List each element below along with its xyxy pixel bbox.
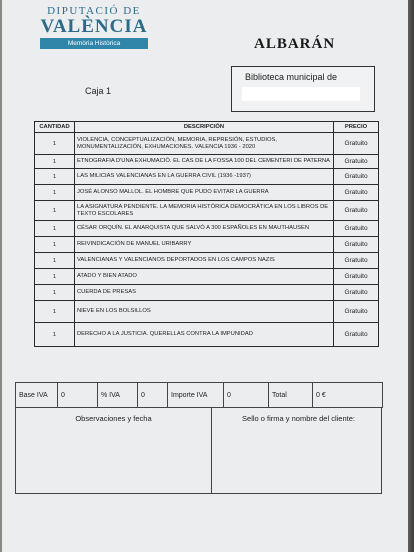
row-description: NIEVE EN LOS BOLSILLOS — [75, 301, 334, 323]
observations-cell — [16, 408, 212, 493]
logo-main-text: VALÈNCIA — [40, 16, 148, 37]
paper-edge-shadow — [408, 0, 414, 552]
table-row — [35, 269, 379, 285]
recipient-label: Biblioteca municipal de — [245, 72, 338, 82]
total-value: 0 € — [313, 383, 383, 408]
row-qty: 1 — [35, 185, 75, 201]
recipient-box — [231, 66, 375, 112]
row-description: LA ASIGNATURA PENDIENTE. LA MEMORIA HISTÓRICA DEMOCRÁTICA EN LOS LIBROS DE TEXTO ESCOLARES — [75, 201, 334, 221]
table-row — [35, 133, 379, 155]
diputacio-logo — [40, 6, 148, 49]
table-row — [35, 285, 379, 301]
row-description: CUERDA DE PRESAS — [75, 285, 334, 301]
observations-label: Observaciones y fecha — [75, 414, 152, 423]
header-qty: CANTIDAD — [35, 122, 75, 133]
importe-iva-value: 0 — [224, 383, 269, 408]
row-description: LAS MILICIAS VALENCIANAS EN LA GUERRA CIVIL (1936 -1937) — [75, 169, 334, 185]
totals-table — [15, 382, 383, 408]
table-row — [35, 221, 379, 237]
row-qty: 1 — [35, 285, 75, 301]
logo-band-text: Memòria Històrica — [40, 38, 148, 49]
table-row — [35, 301, 379, 323]
row-price: Gratuito — [334, 169, 379, 185]
row-description: JOSÉ ALONSO MALLOL. EL HOMBRE QUE PUDO EVITAR LA GUERRA — [75, 185, 334, 201]
header-desc: DESCRIPCIÓN — [75, 122, 334, 133]
row-qty: 1 — [35, 269, 75, 285]
items-table — [34, 121, 379, 347]
header-price: PRECIO — [334, 122, 379, 133]
row-qty: 1 — [35, 201, 75, 221]
base-iva-value: 0 — [58, 383, 98, 408]
pct-iva-value: 0 — [138, 383, 168, 408]
table-header-row — [35, 122, 379, 133]
base-iva-label: Base IVA — [16, 383, 58, 408]
row-price: Gratuito — [334, 269, 379, 285]
row-price: Gratuito — [334, 201, 379, 221]
row-qty: 1 — [35, 301, 75, 323]
row-qty: 1 — [35, 221, 75, 237]
footer-box — [15, 407, 382, 494]
row-price: Gratuito — [334, 221, 379, 237]
row-description: ATADO Y BIEN ATADO — [75, 269, 334, 285]
signature-label: Sello o firma y nombre del cliente: — [242, 414, 355, 423]
redacted-block — [242, 87, 360, 101]
row-price: Gratuito — [334, 323, 379, 347]
row-price: Gratuito — [334, 301, 379, 323]
row-qty: 1 — [35, 323, 75, 347]
document-title: ALBARÁN — [254, 36, 336, 52]
row-description: DERECHO A LA JUSTICIA. QUERELLAS CONTRA LA IMPUNIDAD — [75, 323, 334, 347]
importe-iva-label: Importe IVA — [168, 383, 224, 408]
total-label: Total — [269, 383, 313, 408]
row-price: Gratuito — [334, 237, 379, 253]
row-qty: 1 — [35, 253, 75, 269]
row-price: Gratuito — [334, 285, 379, 301]
table-row — [35, 237, 379, 253]
paper-sheet — [2, 0, 410, 552]
row-qty: 1 — [35, 133, 75, 155]
table-row — [35, 201, 379, 221]
row-qty: 1 — [35, 169, 75, 185]
table-row — [35, 185, 379, 201]
box-label: Caja 1 — [85, 86, 112, 96]
row-description: VIOLENCIA, CONCEPTUALIZACIÓN, MEMORIA, REPRESIÓN, ESTUDIOS, MONUMENTALIZACIÓN, EXHUMACIONES. VALENCIA 1936 - 2020 — [75, 133, 334, 155]
row-price: Gratuito — [334, 155, 379, 169]
row-description: VALENCIANAS Y VALENCIANOS DEPORTADOS EN LOS CAMPOS NAZIS — [75, 253, 334, 269]
table-row — [35, 155, 379, 169]
row-price: Gratuito — [334, 133, 379, 155]
row-price: Gratuito — [334, 253, 379, 269]
table-row — [35, 253, 379, 269]
row-description: ETNOGRAFIA D'UNA EXHUMACIÓ. EL CAS DE LA FOSSA 100 DEL CEMENTERI DE PATERNA — [75, 155, 334, 169]
pct-iva-label: % IVA — [98, 383, 138, 408]
totals-row — [16, 383, 383, 408]
table-row — [35, 323, 379, 347]
row-description: REIVINDICACIÓN DE MANUEL URIBARRY — [75, 237, 334, 253]
row-qty: 1 — [35, 155, 75, 169]
row-price: Gratuito — [334, 185, 379, 201]
row-description: CÉSAR ORQUÍN. EL ANARQUISTA QUE SALVÓ A 300 ESPAÑOLES EN MAUTHAUSEN — [75, 221, 334, 237]
logo-top-text: DIPUTACIÓ DE — [47, 5, 141, 17]
table-row — [35, 169, 379, 185]
row-qty: 1 — [35, 237, 75, 253]
